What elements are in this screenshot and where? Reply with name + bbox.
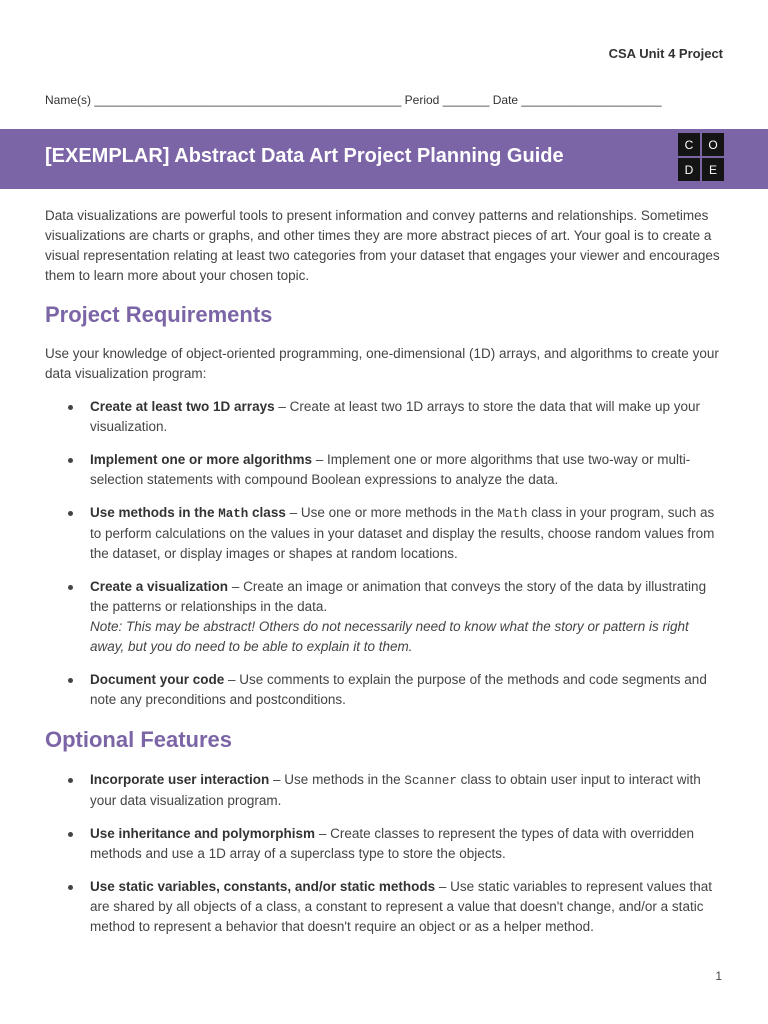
list-item xyxy=(45,503,725,564)
item-title: Create a visualization xyxy=(90,579,229,594)
item-title: class xyxy=(248,505,286,520)
item-text: class in your program, such as to perform calculations on the values in your dataset and display the results, choose random values from the dataset, or display images or shapes at random locations. xyxy=(90,505,715,561)
item-title: Incorporate user interaction xyxy=(90,772,270,787)
item-text: – Use methods in the xyxy=(269,772,405,787)
document-body xyxy=(45,206,725,937)
logo-letter: E xyxy=(702,158,724,181)
item-text: – Use static variables to represent values that are shared by all objects of a class, a constant to represent a value that doesn't change, and/or a static method to represent a behavior that doesn't require an object or as a helper method. xyxy=(90,879,713,934)
item-text: – Create an image or animation that conveys the story of the data by illustrating the patterns or relationships in the data. xyxy=(90,579,707,614)
item-title: Create at least two 1D arrays xyxy=(90,399,275,414)
document-title: [EXEMPLAR] Abstract Data Art Project Planning Guide xyxy=(45,145,564,167)
logo-letter: O xyxy=(702,133,724,156)
requirements-list xyxy=(45,397,725,710)
title-banner xyxy=(0,129,768,189)
unit-label: CSA Unit 4 Project xyxy=(608,46,723,61)
item-text-code: Math xyxy=(497,507,528,521)
item-note: Note: This may be abstract! Others do not necessarily need to know what the story or pattern is right away, but you do need to be able to explain it to them. xyxy=(90,619,689,654)
item-text: – Use one or more methods in the xyxy=(285,505,498,520)
item-text: – Create classes to represent the types of data with overridden methods and use a 1D array of a superclass type to store the objects. xyxy=(90,826,695,861)
logo-letter: C xyxy=(678,133,700,156)
requirements-lead: Use your knowledge of object-oriented programming, one-dimensional (1D) arrays, and algorithms to create your data visualization program: xyxy=(45,346,719,381)
page-number: 1 xyxy=(715,969,722,983)
list-item xyxy=(45,670,725,710)
list-item xyxy=(45,577,725,657)
item-text: – Use comments to explain the purpose of the methods and code segments and note any preconditions and postconditions. xyxy=(90,672,707,707)
item-text-code: Scanner xyxy=(404,774,457,788)
item-title: Implement one or more algorithms xyxy=(90,452,313,467)
logo-letter: D xyxy=(678,158,700,181)
name-period-date-line: Name(s) ______________________________________________ Period _______ Date _____________________ xyxy=(45,93,662,107)
list-item xyxy=(45,877,725,937)
item-title: Use static variables, constants, and/or static methods xyxy=(90,879,436,894)
item-title: Document your code xyxy=(90,672,225,687)
optional-list xyxy=(45,770,725,937)
requirements-heading: Project Requirements xyxy=(45,302,273,327)
item-text: – Create at least two 1D arrays to store the data that will make up your visualization. xyxy=(90,399,701,434)
list-item xyxy=(45,824,725,864)
code-org-logo xyxy=(678,133,724,181)
item-title-code: Math xyxy=(218,507,249,521)
item-title: Use inheritance and polymorphism xyxy=(90,826,316,841)
item-text: – Implement one or more algorithms that use two-way or multi-selection statements with compound Boolean expressions to analyze the data. xyxy=(90,452,691,487)
item-title: Use methods in the xyxy=(90,505,219,520)
list-item xyxy=(45,770,725,811)
item-text: class to obtain user input to interact with your data visualization program. xyxy=(90,772,701,808)
list-item xyxy=(45,450,725,490)
list-item xyxy=(45,397,725,437)
intro-paragraph: Data visualizations are powerful tools to present information and convey patterns and relationships. Sometimes visualizations are charts or graphs, and other times they are more abstract pieces of art. Your goal is to create a visual representation relating at least two categories from your dataset that engages your viewer and encourages them to learn more about your chosen topic. xyxy=(45,208,720,283)
optional-heading: Optional Features xyxy=(45,727,233,752)
